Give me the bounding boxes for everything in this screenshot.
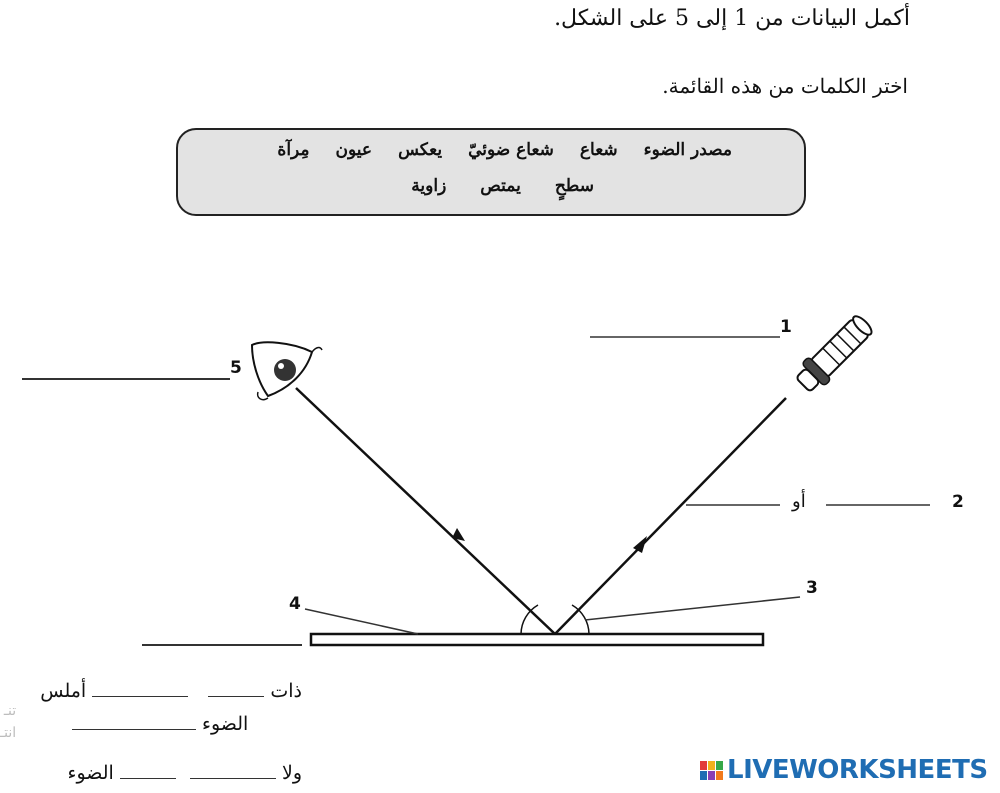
- label-number-2: 2: [952, 492, 964, 512]
- blank-3b[interactable]: [120, 778, 176, 779]
- mirror-surface: [311, 634, 763, 645]
- flashlight-icon: [792, 311, 878, 397]
- label-number-4: 4: [289, 594, 301, 614]
- word-angle: زاوية: [411, 176, 447, 196]
- faded-text-1: تنـ: [3, 703, 17, 719]
- blank-2[interactable]: [72, 729, 196, 730]
- instruction-choose-words: اختر الكلمات من هذه القائمة.: [662, 74, 908, 98]
- blank-1a[interactable]: [208, 696, 264, 697]
- reflected-ray: [296, 388, 555, 634]
- sentence-line-2: [72, 713, 248, 735]
- label-number-3: 3: [806, 578, 818, 598]
- answer-blank-4[interactable]: [142, 644, 302, 646]
- word-reflects: يعكس: [398, 140, 443, 160]
- blank-1b[interactable]: [92, 696, 188, 697]
- word-light-source: مصدر الضوء: [643, 140, 732, 160]
- blank-3a[interactable]: [190, 778, 276, 779]
- sentence-line-3: [68, 762, 302, 784]
- logo-text: LIVEWORKSHEETS: [727, 755, 988, 785]
- answer-blank-5[interactable]: [22, 378, 230, 380]
- label-4-leader: [305, 609, 418, 634]
- word-absorbs: يمتص: [480, 176, 521, 196]
- word-light-ray: شعاع ضوئيّ: [468, 140, 554, 160]
- sentence-word-smooth: أملس: [40, 680, 87, 702]
- word-eyes: عيون: [335, 140, 373, 160]
- eye-icon: [252, 342, 322, 399]
- sentence-line-1: [40, 680, 302, 702]
- label-number-1: 1: [780, 317, 792, 337]
- word-ray: شعاع: [579, 140, 618, 160]
- logo-grid-icon: [700, 761, 723, 780]
- sentence-word-light-1: الضوء: [202, 713, 249, 735]
- word-surface: سطحٍ: [554, 176, 594, 196]
- word-mirror: مِرآة: [277, 140, 310, 160]
- liveworksheets-logo: [700, 755, 988, 785]
- faded-text-2: انتـ: [0, 725, 17, 741]
- label-number-5: 5: [230, 358, 242, 378]
- faded-partial-text: [0, 700, 16, 744]
- sentence-word-wala: ولا: [281, 762, 302, 784]
- incident-ray: [555, 398, 786, 634]
- sentence-word-light-2: الضوء: [67, 762, 114, 784]
- instruction-complete-labels: أكمل البيانات من 1 إلى 5 على الشكل.: [554, 6, 910, 31]
- sentence-word-thath: ذات: [270, 680, 302, 702]
- label-3-leader: [585, 597, 800, 620]
- or-text: أو: [792, 491, 806, 512]
